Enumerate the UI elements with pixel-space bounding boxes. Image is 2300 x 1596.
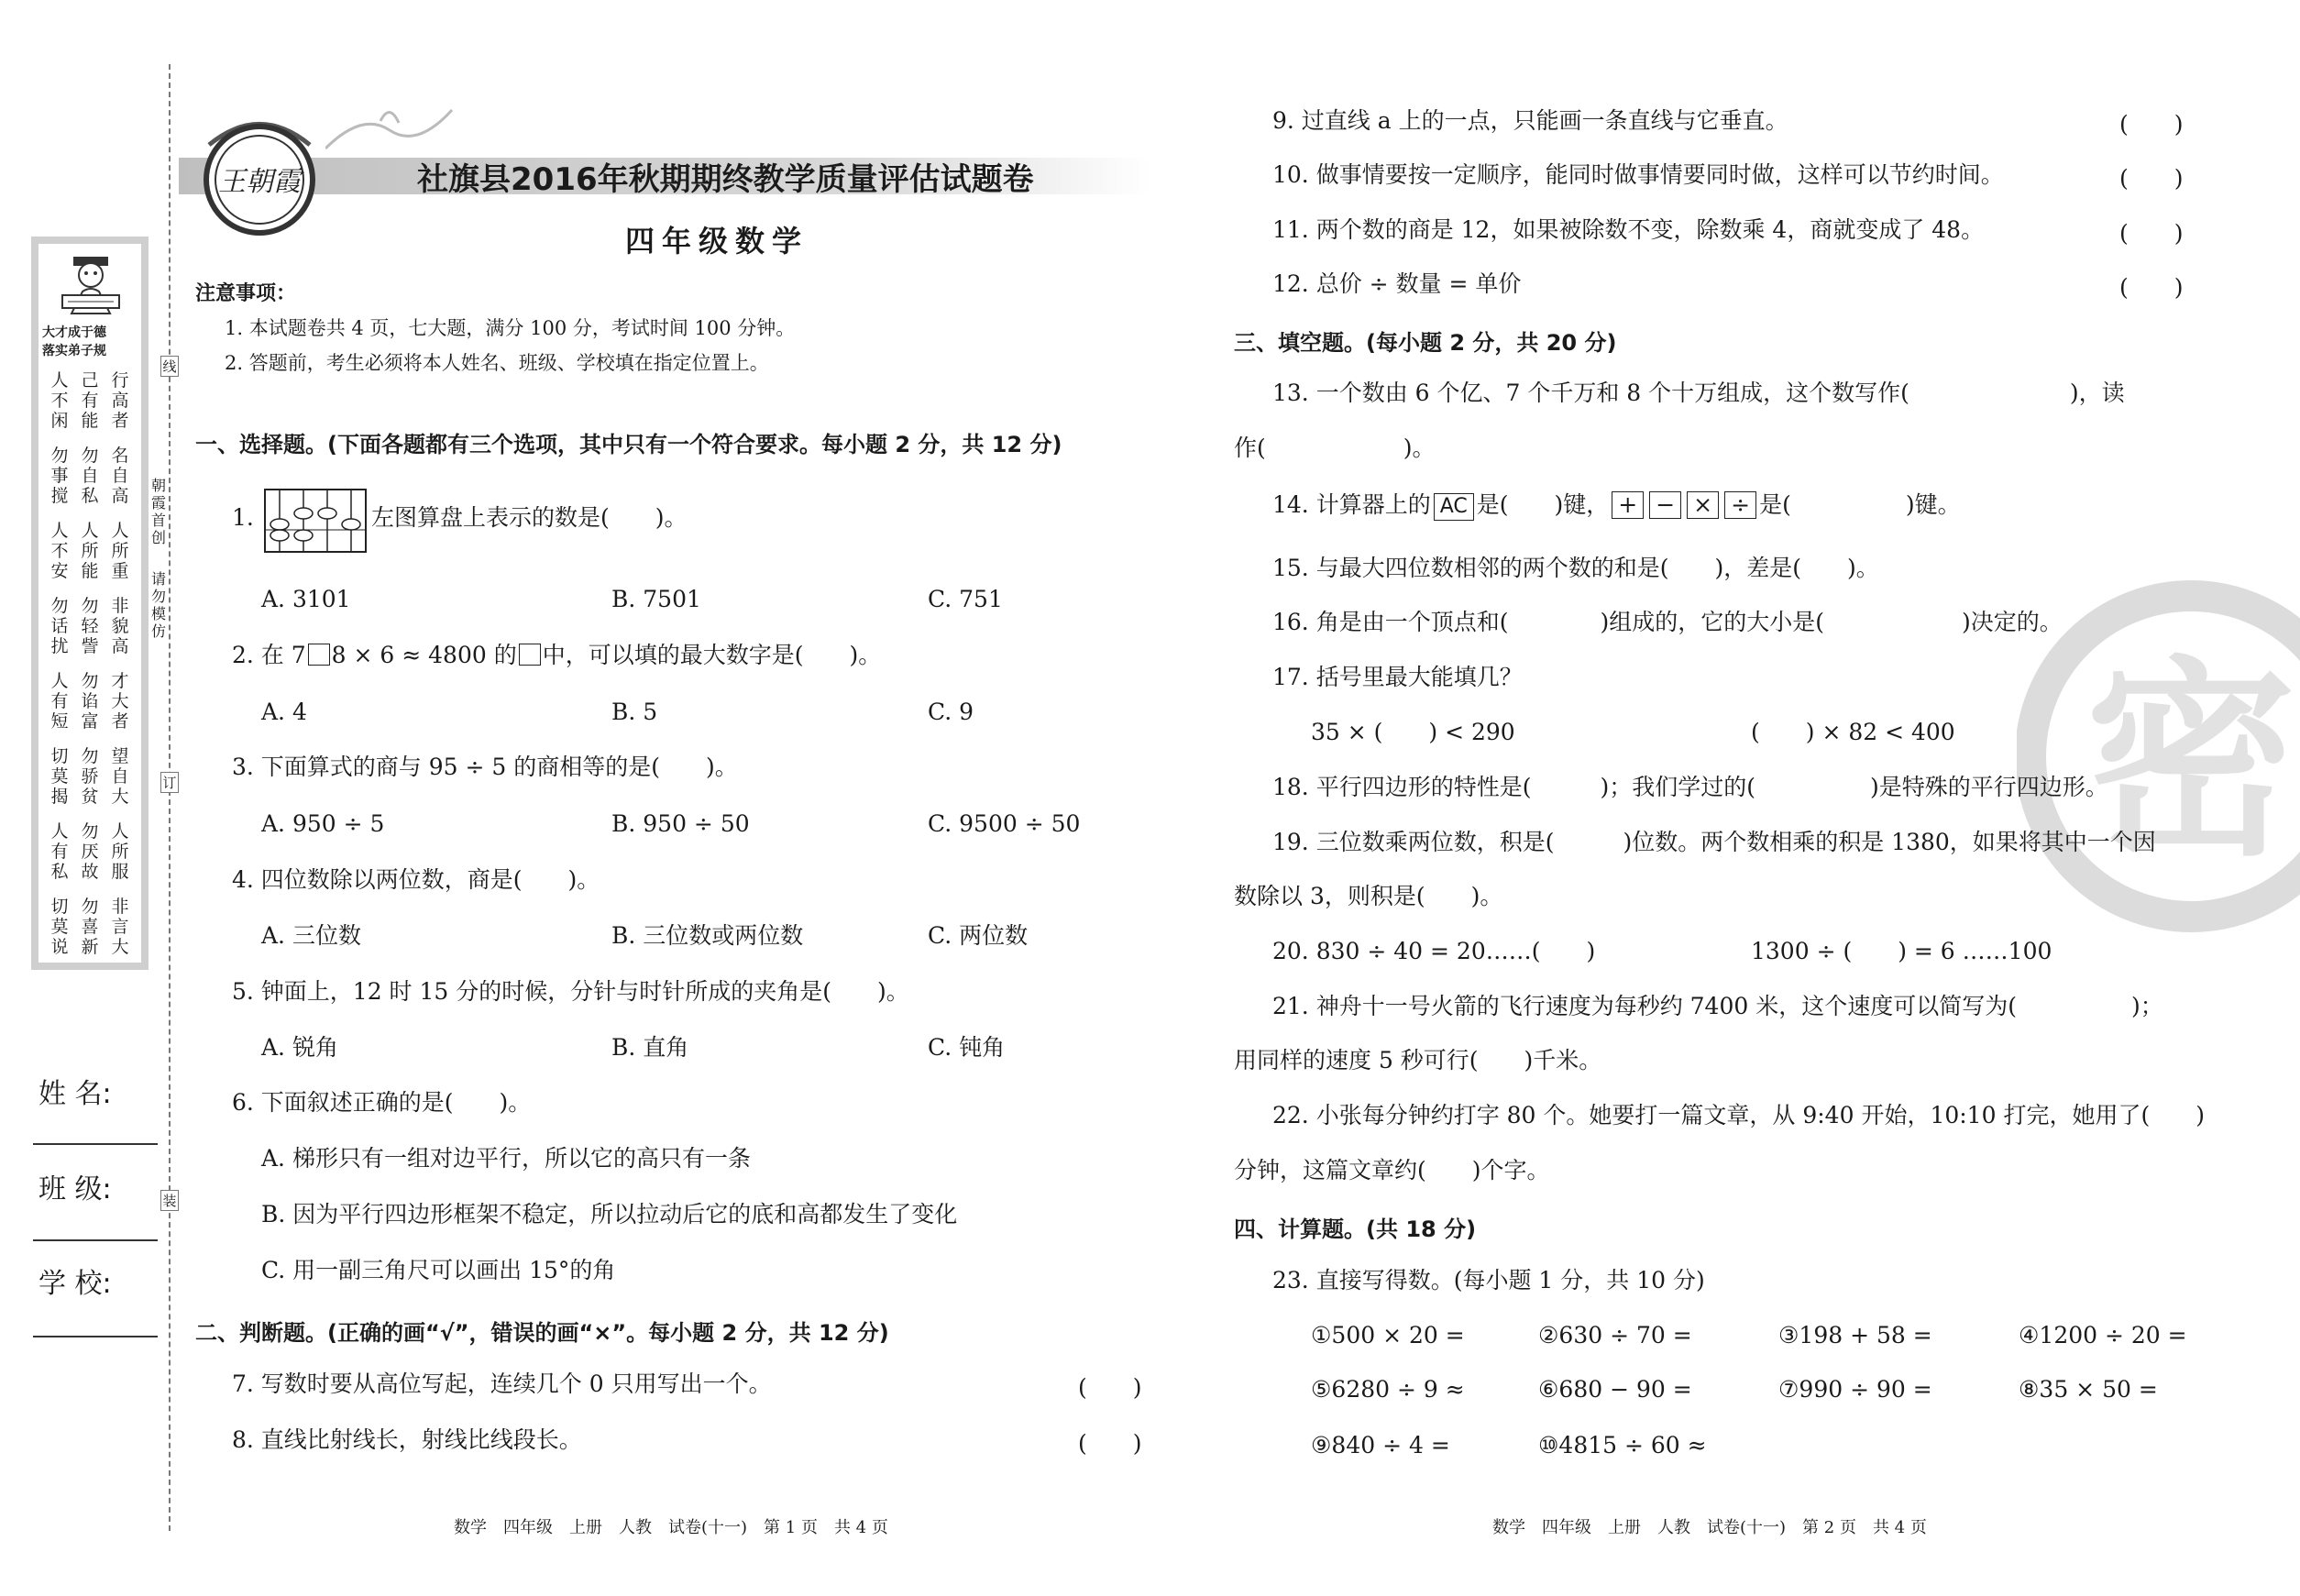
q11-answer-paren[interactable]: ( ) xyxy=(2119,220,2184,247)
motto-column: 勿厌故 xyxy=(81,821,99,882)
question-15: 15. 与最大四位数相邻的两个数的和是( )，差是( )。 xyxy=(1272,555,1879,581)
motto-column: 名自高 xyxy=(111,446,129,506)
abacus-figure xyxy=(261,486,369,556)
question-21-line-1: 21. 神舟十一号火箭的飞行速度为每秒约 7400 米，这个速度可以简写为( )； xyxy=(1272,993,2163,1019)
q9-answer-paren[interactable]: ( ) xyxy=(2119,111,2184,138)
notice-heading: 注意事项： xyxy=(195,282,297,305)
question-21-line-2: 用同样的速度 5 秒可行( )千米。 xyxy=(1234,1047,1602,1073)
question-13-line-2: 作( )。 xyxy=(1234,435,1436,461)
binding-dashed-line xyxy=(169,64,171,1531)
question-17-a: 35 × ( ) < 290 xyxy=(1311,719,1515,745)
school-line[interactable] xyxy=(33,1336,158,1337)
motto-column: 人不闲 xyxy=(50,370,69,431)
motto-column: 勿自私 xyxy=(81,446,99,506)
motto-column: 己有能 xyxy=(81,370,99,431)
calc-item-6: ⑥680 − 90 = xyxy=(1538,1376,1692,1403)
motto-column: 人不安 xyxy=(50,521,69,581)
binding-mark-line: 线 xyxy=(160,356,179,377)
name-label: 姓 名: xyxy=(39,1078,112,1110)
question-3: 3. 下面算式的商与 95 ÷ 5 的商相等的是( )。 xyxy=(232,754,738,780)
calc-item-3: ③198 + 58 = xyxy=(1778,1322,1932,1348)
motto-column: 人有短 xyxy=(50,671,69,732)
minus-key: − xyxy=(1649,491,1681,519)
motto-column: 勿轻訾 xyxy=(81,596,99,656)
question-2 xyxy=(232,641,881,670)
question-1-number: 1. xyxy=(232,504,254,531)
motto-column: 非貌高 xyxy=(111,596,129,656)
motto-column: 人所服 xyxy=(111,821,129,882)
notice-item-1: 1. 本试题卷共 4 页，七大题，满分 100 分，考试时间 100 分钟。 xyxy=(225,317,796,339)
notice-item-2: 2. 答题前，考生必须将本人姓名、班级、学校填在指定位置上。 xyxy=(225,352,769,374)
q4-option-a[interactable]: A. 三位数 xyxy=(261,922,361,949)
question-1-text: 左图算盘上表示的数是( )。 xyxy=(371,504,688,531)
motto-column: 勿谄富 xyxy=(81,671,99,732)
question-4: 4. 四位数除以两位数，商是( )。 xyxy=(232,866,600,893)
calc-item-5: ⑤6280 ÷ 9 ≈ xyxy=(1311,1376,1465,1403)
calc-item-7: ⑦990 ÷ 90 = xyxy=(1778,1376,1932,1403)
question-22-line-1: 22. 小张每分钟约打字 80 个。她要打一篇文章，从 9:40 开始，10:10 打完，她用了( ) xyxy=(1272,1102,2205,1128)
copyright-col-2: 请勿模仿 xyxy=(150,570,166,640)
q3-option-b[interactable]: B. 950 ÷ 50 xyxy=(611,810,750,837)
motto-column: 人所能 xyxy=(81,521,99,581)
right-page-footer: 数学 四年级 上册 人教 试卷(十一) 第 2 页 共 4 页 xyxy=(1492,1518,1927,1537)
q1-option-a[interactable]: A. 3101 xyxy=(261,586,351,612)
calc-item-9: ⑨840 ÷ 4 = xyxy=(1311,1432,1450,1458)
calc-item-1: ①500 × 20 = xyxy=(1311,1322,1465,1348)
calc-item-2: ②630 ÷ 70 = xyxy=(1538,1322,1692,1348)
question-12: 12. 总价 ÷ 数量 = 单价 xyxy=(1272,270,1522,297)
q7-answer-paren[interactable]: ( ) xyxy=(1078,1374,1142,1401)
class-label: 班 级: xyxy=(39,1173,112,1205)
motto-top-2: 落实弟子规 xyxy=(42,344,106,358)
question-17: 17. 括号里最大能填几？ xyxy=(1272,664,1523,690)
question-8: 8. 直线比射线长，射线比线段长。 xyxy=(232,1426,582,1453)
question-20-b: 1300 ÷ ( ) = 6 ……100 xyxy=(1751,938,2052,964)
motto-column: 才大者 xyxy=(111,671,129,732)
section-choice-heading: 一、选择题。(下面各题都有三个选项，其中只有一个符合要求。每小题 2 分，共 12 分) xyxy=(195,432,1062,457)
question-9: 9. 过直线 a 上的一点，只能画一条直线与它垂直。 xyxy=(1272,107,1788,134)
question-22-line-2: 分钟，这篇文章约( )个字。 xyxy=(1234,1157,1550,1183)
motto-top-1: 大才成于德 xyxy=(42,325,106,340)
section-fill-heading: 三、填空题。(每小题 2 分，共 20 分) xyxy=(1234,330,1617,356)
calc-item-4: ④1200 ÷ 20 = xyxy=(2019,1322,2187,1348)
q4-option-c[interactable]: C. 两位数 xyxy=(928,922,1029,949)
name-line[interactable] xyxy=(33,1143,158,1145)
motto-column: 勿话扰 xyxy=(50,596,69,656)
q14-text-mid: 是( )键， xyxy=(1476,491,1610,518)
blank-square-icon xyxy=(519,644,541,666)
motto-column: 行高者 xyxy=(111,370,129,431)
question-20-a: 20. 830 ÷ 40 = 20……( ) xyxy=(1272,938,1596,964)
ac-key: AC xyxy=(1434,493,1474,521)
question-16: 16. 角是由一个顶点和( )组成的，它的大小是( )决定的。 xyxy=(1272,609,2063,635)
q2-option-c[interactable]: C. 9 xyxy=(928,699,974,725)
logo-text: 王朝霞 xyxy=(218,166,301,198)
q14-text-post: 是( )键。 xyxy=(1759,491,1961,518)
q5-option-c[interactable]: C. 钝角 xyxy=(928,1034,1006,1061)
question-5: 5. 钟面上，12 时 15 分的时候，分针与时针所成的夹角是( )。 xyxy=(232,978,909,1005)
q6-option-c[interactable]: C. 用一副三角尺可以画出 15°的角 xyxy=(261,1257,616,1283)
binding-mark-fix: 装 xyxy=(160,1190,179,1211)
question-14 xyxy=(1272,490,1961,521)
motto-column: 切莫说 xyxy=(50,897,69,957)
q3-option-c[interactable]: C. 9500 ÷ 50 xyxy=(928,810,1081,837)
binding-mark-order: 订 xyxy=(160,772,179,793)
calc-item-10: ⑩4815 ÷ 60 ≈ xyxy=(1538,1432,1707,1458)
motto-column: 勿骄贫 xyxy=(81,746,99,807)
class-line[interactable] xyxy=(33,1239,158,1241)
exam-title: 社旗县2016年秋期期终教学质量评估试题卷 xyxy=(417,161,1034,198)
q3-option-a[interactable]: A. 950 ÷ 5 xyxy=(261,810,385,837)
brand-logo xyxy=(191,108,328,246)
q1-option-c[interactable]: C. 751 xyxy=(928,586,1003,612)
q2-text-pre: 2. 在 7 xyxy=(232,642,306,668)
q14-text-pre: 14. 计算器上的 xyxy=(1272,491,1431,518)
section-judge-heading: 二、判断题。(正确的画“√”，错误的画“×”。每小题 2 分，共 12 分) xyxy=(195,1320,889,1346)
question-11: 11. 两个数的商是 12，如果被除数不变，除数乘 4，商就变成了 48。 xyxy=(1272,216,1985,243)
q8-answer-paren[interactable]: ( ) xyxy=(1078,1430,1142,1457)
question-10: 10. 做事情要按一定顺序，能同时做事情要同时做，这样可以节约时间。 xyxy=(1272,161,2004,188)
exam-subject: 四年级数学 xyxy=(625,224,809,259)
motto-column: 望自大 xyxy=(111,746,129,807)
question-19-line-1: 19. 三位数乘两位数，积是( )位数。两个数相乘的积是 1380，如果将其中一个因 xyxy=(1272,829,2156,855)
question-7: 7. 写数时要从高位写起，连续几个 0 只用写出一个。 xyxy=(232,1370,772,1397)
q2-text-post: 中，可以填的最大数字是( )。 xyxy=(542,642,882,668)
motto-column: 切莫揭 xyxy=(50,746,69,807)
section-calc-heading: 四、计算题。(共 18 分) xyxy=(1234,1216,1477,1242)
q6-option-a[interactable]: A. 梯形只有一组对边平行，所以它的高只有一条 xyxy=(261,1145,751,1172)
scholar-illustration xyxy=(55,255,127,319)
q2-option-b[interactable]: B. 5 xyxy=(611,699,658,725)
motto-column: 人所重 xyxy=(111,521,129,581)
sidebar-motto-inner xyxy=(39,244,141,963)
plus-key: + xyxy=(1612,491,1644,519)
q10-answer-paren[interactable]: ( ) xyxy=(2119,165,2184,192)
motto-column: 勿事搅 xyxy=(50,446,69,506)
question-23: 23. 直接写得数。(每小题 1 分，共 10 分) xyxy=(1272,1267,1705,1293)
sidebar-motto-panel xyxy=(31,237,149,970)
q12-answer-paren[interactable]: ( ) xyxy=(2119,274,2184,301)
question-13-line-1: 13. 一个数由 6 个亿、7 个千万和 8 个十万组成，这个数写作( )，读 xyxy=(1272,380,2125,406)
q1-option-b[interactable]: B. 7501 xyxy=(611,586,701,612)
divide-key: ÷ xyxy=(1724,491,1756,519)
motto-column: 非言大 xyxy=(111,897,129,957)
q6-option-b[interactable]: B. 因为平行四边形框架不稳定，所以拉动后它的底和高都发生了变化 xyxy=(261,1201,958,1227)
q2-option-a[interactable]: A. 4 xyxy=(261,699,307,725)
question-18: 18. 平行四边形的特性是( )；我们学过的( )是特殊的平行四边形。 xyxy=(1272,774,2108,800)
question-19-line-2: 数除以 3，则积是( )。 xyxy=(1234,883,1503,909)
stamp-text: 密 xyxy=(2085,640,2297,885)
q4-option-b[interactable]: B. 三位数或两位数 xyxy=(611,922,804,949)
motto-column: 勿喜新 xyxy=(81,897,99,957)
q5-option-b[interactable]: B. 直角 xyxy=(611,1034,689,1061)
q2-text-mid: 8 × 6 ≈ 4800 的 xyxy=(331,642,517,668)
times-key: × xyxy=(1687,491,1719,519)
school-label: 学 校: xyxy=(39,1268,112,1300)
q5-option-a[interactable]: A. 锐角 xyxy=(261,1034,338,1061)
question-17-b: ( ) × 82 < 400 xyxy=(1751,719,1955,745)
motto-column: 人有私 xyxy=(50,821,69,882)
blank-square-icon xyxy=(308,644,330,666)
copyright-col-1: 朝霞首创 xyxy=(150,477,166,546)
question-6: 6. 下面叙述正确的是( )。 xyxy=(232,1089,532,1116)
calc-item-8: ⑧35 × 50 = xyxy=(2019,1376,2158,1403)
left-page-footer: 数学 四年级 上册 人教 试卷(十一) 第 1 页 共 4 页 xyxy=(454,1518,888,1537)
